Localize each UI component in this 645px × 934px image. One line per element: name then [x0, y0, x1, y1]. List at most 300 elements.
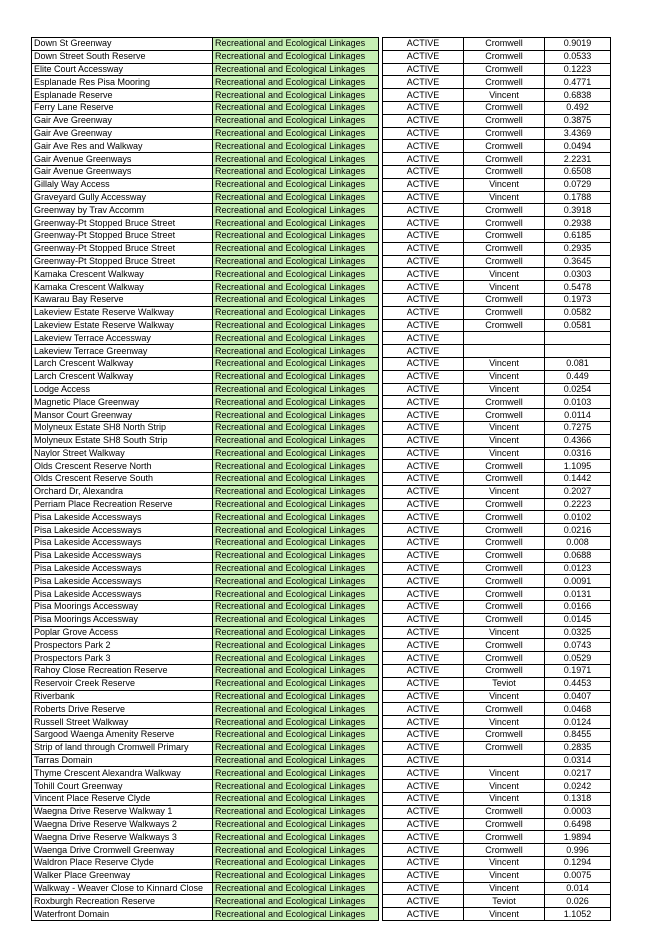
category-cell: Recreational and Ecological Linkages [213, 50, 379, 63]
area-cell: 0.2027 [545, 485, 611, 498]
table-row [32, 191, 611, 204]
category-cell: Recreational and Ecological Linkages [213, 89, 379, 102]
area-cell: 0.1971 [545, 665, 611, 678]
status-cell: ACTIVE [383, 217, 464, 230]
status-cell: ACTIVE [383, 383, 464, 396]
status-cell: ACTIVE [383, 306, 464, 319]
category-cell: Recreational and Ecological Linkages [213, 703, 379, 716]
area-cell: 0.0242 [545, 780, 611, 793]
reserve-name-cell: Lakeview Terrace Accessway [32, 332, 213, 345]
category-cell: Recreational and Ecological Linkages [213, 588, 379, 601]
reserve-name-cell: Kamaka Crescent Walkway [32, 281, 213, 294]
status-cell: ACTIVE [383, 50, 464, 63]
table-row [32, 63, 611, 76]
reserve-name-cell: Pisa Lakeside Accessways [32, 549, 213, 562]
reserve-name-cell: Elite Court Accessway [32, 63, 213, 76]
ward-cell: Vincent [464, 447, 545, 460]
table-row [32, 421, 611, 434]
ward-cell: Cromwell [464, 217, 545, 230]
area-cell: 0.0581 [545, 319, 611, 332]
status-cell: ACTIVE [383, 281, 464, 294]
ward-cell: Cromwell [464, 396, 545, 409]
reserve-name-cell: Gair Avenue Greenways [32, 153, 213, 166]
ward-cell: Cromwell [464, 153, 545, 166]
reserve-name-cell: Kawarau Bay Reserve [32, 293, 213, 306]
status-cell: ACTIVE [383, 575, 464, 588]
status-cell: ACTIVE [383, 421, 464, 434]
table-row [32, 793, 611, 806]
area-cell: 0.1973 [545, 293, 611, 306]
category-cell: Recreational and Ecological Linkages [213, 76, 379, 89]
status-cell: ACTIVE [383, 716, 464, 729]
ward-cell: Vincent [464, 434, 545, 447]
area-cell: 0.1442 [545, 473, 611, 486]
area-cell: 0.0494 [545, 140, 611, 153]
area-cell: 0.5478 [545, 281, 611, 294]
table-row [32, 588, 611, 601]
area-cell: 0.0103 [545, 396, 611, 409]
ward-cell: Vincent [464, 869, 545, 882]
area-cell: 0.0124 [545, 716, 611, 729]
ward-cell: Cromwell [464, 242, 545, 255]
area-cell: 0.081 [545, 357, 611, 370]
table-row [32, 537, 611, 550]
area-cell: 0.6498 [545, 818, 611, 831]
area-cell: 0.0091 [545, 575, 611, 588]
table-row [32, 639, 611, 652]
reserve-name-cell: Tarras Domain [32, 754, 213, 767]
area-cell: 0.026 [545, 895, 611, 908]
category-cell: Recreational and Ecological Linkages [213, 524, 379, 537]
table-row [32, 140, 611, 153]
status-cell: ACTIVE [383, 165, 464, 178]
ward-cell: Cromwell [464, 50, 545, 63]
category-cell: Recreational and Ecological Linkages [213, 793, 379, 806]
reserve-name-cell: Gair Avenue Greenways [32, 165, 213, 178]
table-row [32, 101, 611, 114]
area-cell: 0.1223 [545, 63, 611, 76]
table-row [32, 754, 611, 767]
table-row [32, 626, 611, 639]
table-body [32, 38, 611, 921]
ward-cell: Cromwell [464, 76, 545, 89]
category-cell: Recreational and Ecological Linkages [213, 677, 379, 690]
table-row [32, 396, 611, 409]
reserve-name-cell: Pisa Lakeside Accessways [32, 524, 213, 537]
ward-cell: Cromwell [464, 575, 545, 588]
reserve-name-cell: Waenga Drive Cromwell Greenway [32, 844, 213, 857]
category-cell: Recreational and Ecological Linkages [213, 242, 379, 255]
reserve-name-cell: Sargood Waenga Amenity Reserve [32, 729, 213, 742]
area-cell: 0.0075 [545, 869, 611, 882]
ward-cell: Vincent [464, 882, 545, 895]
area-cell: 0.0303 [545, 268, 611, 281]
table-row [32, 281, 611, 294]
area-cell: 0.4453 [545, 677, 611, 690]
reserve-name-cell: Pisa Lakeside Accessways [32, 511, 213, 524]
status-cell: ACTIVE [383, 805, 464, 818]
area-cell: 1.9894 [545, 831, 611, 844]
area-cell: 0.0468 [545, 703, 611, 716]
status-cell: ACTIVE [383, 370, 464, 383]
table-row [32, 409, 611, 422]
table-row [32, 50, 611, 63]
area-cell: 0.0166 [545, 601, 611, 614]
area-cell: 0.008 [545, 537, 611, 550]
reserve-name-cell: Pisa Moorings Accessway [32, 601, 213, 614]
status-cell: ACTIVE [383, 908, 464, 921]
reserve-name-cell: Olds Crescent Reserve North [32, 460, 213, 473]
ward-cell: Vincent [464, 178, 545, 191]
category-cell: Recreational and Ecological Linkages [213, 511, 379, 524]
status-cell: ACTIVE [383, 447, 464, 460]
status-cell: ACTIVE [383, 741, 464, 754]
status-cell: ACTIVE [383, 613, 464, 626]
category-cell: Recreational and Ecological Linkages [213, 63, 379, 76]
category-cell: Recreational and Ecological Linkages [213, 178, 379, 191]
category-cell: Recreational and Ecological Linkages [213, 857, 379, 870]
category-cell: Recreational and Ecological Linkages [213, 191, 379, 204]
category-cell: Recreational and Ecological Linkages [213, 652, 379, 665]
area-cell: 0.0131 [545, 588, 611, 601]
status-cell: ACTIVE [383, 844, 464, 857]
category-cell: Recreational and Ecological Linkages [213, 831, 379, 844]
category-cell: Recreational and Ecological Linkages [213, 473, 379, 486]
reserve-name-cell: Pisa Lakeside Accessways [32, 588, 213, 601]
area-cell: 2.2231 [545, 153, 611, 166]
reserve-name-cell: Lodge Access [32, 383, 213, 396]
status-cell: ACTIVE [383, 537, 464, 550]
area-cell: 0.0316 [545, 447, 611, 460]
area-cell: 0.996 [545, 844, 611, 857]
table-row [32, 805, 611, 818]
ward-cell: Vincent [464, 690, 545, 703]
ward-cell: Vincent [464, 357, 545, 370]
reserve-name-cell: Ferry Lane Reserve [32, 101, 213, 114]
category-cell: Recreational and Ecological Linkages [213, 805, 379, 818]
ward-cell: Cromwell [464, 652, 545, 665]
table-row [32, 831, 611, 844]
reserve-name-cell: Lakeview Terrace Greenway [32, 345, 213, 358]
table-row [32, 729, 611, 742]
area-cell: 0.3875 [545, 114, 611, 127]
status-cell: ACTIVE [383, 140, 464, 153]
status-cell: ACTIVE [383, 229, 464, 242]
status-cell: ACTIVE [383, 345, 464, 358]
category-cell: Recreational and Ecological Linkages [213, 639, 379, 652]
ward-cell: Vincent [464, 485, 545, 498]
area-cell: 0.014 [545, 882, 611, 895]
category-cell: Recreational and Ecological Linkages [213, 332, 379, 345]
ward-cell: Cromwell [464, 460, 545, 473]
area-cell: 0.0743 [545, 639, 611, 652]
table-row [32, 613, 611, 626]
reserve-name-cell: Molyneux Estate SH8 South Strip [32, 434, 213, 447]
area-cell: 0.2223 [545, 498, 611, 511]
status-cell: ACTIVE [383, 524, 464, 537]
area-cell: 0.6508 [545, 165, 611, 178]
table-row [32, 293, 611, 306]
category-cell: Recreational and Ecological Linkages [213, 101, 379, 114]
category-cell: Recreational and Ecological Linkages [213, 537, 379, 550]
area-cell: 0.492 [545, 101, 611, 114]
table-row [32, 562, 611, 575]
reserve-name-cell: Larch Crescent Walkway [32, 370, 213, 383]
status-cell: ACTIVE [383, 869, 464, 882]
reserve-name-cell: Graveyard Gully Accessway [32, 191, 213, 204]
status-cell: ACTIVE [383, 178, 464, 191]
category-cell: Recreational and Ecological Linkages [213, 434, 379, 447]
category-cell: Recreational and Ecological Linkages [213, 460, 379, 473]
area-cell [545, 345, 611, 358]
table-row [32, 882, 611, 895]
reserve-name-cell: Rahoy Close Recreation Reserve [32, 665, 213, 678]
status-cell: ACTIVE [383, 242, 464, 255]
ward-cell: Cromwell [464, 818, 545, 831]
status-cell: ACTIVE [383, 818, 464, 831]
ward-cell: Cromwell [464, 588, 545, 601]
reserve-name-cell: Gair Ave Res and Walkway [32, 140, 213, 153]
ward-cell [464, 345, 545, 358]
table-row [32, 332, 611, 345]
area-cell: 0.0314 [545, 754, 611, 767]
area-cell: 1.1052 [545, 908, 611, 921]
category-cell: Recreational and Ecological Linkages [213, 844, 379, 857]
ward-cell: Cromwell [464, 665, 545, 678]
ward-cell: Cromwell [464, 409, 545, 422]
ward-cell [464, 754, 545, 767]
table-row [32, 818, 611, 831]
area-cell: 0.1294 [545, 857, 611, 870]
ward-cell: Cromwell [464, 255, 545, 268]
reserve-name-cell: Greenway-Pt Stopped Bruce Street [32, 242, 213, 255]
ward-cell: Cromwell [464, 639, 545, 652]
table-row [32, 716, 611, 729]
reserve-name-cell: Perriam Place Recreation Reserve [32, 498, 213, 511]
table-row [32, 319, 611, 332]
reserve-name-cell: Pisa Moorings Accessway [32, 613, 213, 626]
ward-cell: Cromwell [464, 127, 545, 140]
reserve-name-cell: Lakeview Estate Reserve Walkway [32, 306, 213, 319]
status-cell: ACTIVE [383, 293, 464, 306]
reserve-name-cell: Waegna Drive Reserve Walkway 1 [32, 805, 213, 818]
category-cell: Recreational and Ecological Linkages [213, 217, 379, 230]
reserve-name-cell: Lakeview Estate Reserve Walkway [32, 319, 213, 332]
category-cell: Recreational and Ecological Linkages [213, 716, 379, 729]
category-cell: Recreational and Ecological Linkages [213, 741, 379, 754]
ward-cell: Cromwell [464, 511, 545, 524]
category-cell: Recreational and Ecological Linkages [213, 498, 379, 511]
status-cell: ACTIVE [383, 153, 464, 166]
category-cell: Recreational and Ecological Linkages [213, 562, 379, 575]
category-cell: Recreational and Ecological Linkages [213, 754, 379, 767]
area-cell: 0.449 [545, 370, 611, 383]
status-cell: ACTIVE [383, 89, 464, 102]
area-cell: 0.0325 [545, 626, 611, 639]
ward-cell: Cromwell [464, 741, 545, 754]
table-row [32, 511, 611, 524]
status-cell: ACTIVE [383, 332, 464, 345]
reserve-name-cell: Orchard Dr, Alexandra [32, 485, 213, 498]
reserve-name-cell: Tohill Court Greenway [32, 780, 213, 793]
ward-cell: Vincent [464, 191, 545, 204]
reserve-name-cell: Esplanade Reserve [32, 89, 213, 102]
category-cell: Recreational and Ecological Linkages [213, 869, 379, 882]
ward-cell: Cromwell [464, 498, 545, 511]
reserve-name-cell: Walkway - Weaver Close to Kinnard Close [32, 882, 213, 895]
reserve-name-cell: Naylor Street Walkway [32, 447, 213, 460]
status-cell: ACTIVE [383, 485, 464, 498]
reserve-name-cell: Prospectors Park 2 [32, 639, 213, 652]
area-cell: 0.8455 [545, 729, 611, 742]
status-cell: ACTIVE [383, 793, 464, 806]
reserve-name-cell: Gair Ave Greenway [32, 114, 213, 127]
area-cell: 0.2938 [545, 217, 611, 230]
area-cell: 0.0254 [545, 383, 611, 396]
ward-cell: Cromwell [464, 805, 545, 818]
area-cell: 0.0102 [545, 511, 611, 524]
table-row [32, 89, 611, 102]
ward-cell: Teviot [464, 895, 545, 908]
reserve-name-cell: Molyneux Estate SH8 North Strip [32, 421, 213, 434]
ward-cell: Vincent [464, 626, 545, 639]
status-cell: ACTIVE [383, 857, 464, 870]
reserve-name-cell: Greenway-Pt Stopped Bruce Street [32, 255, 213, 268]
ward-cell: Cromwell [464, 549, 545, 562]
ward-cell: Vincent [464, 383, 545, 396]
area-cell: 0.0114 [545, 409, 611, 422]
category-cell: Recreational and Ecological Linkages [213, 114, 379, 127]
table-row [32, 473, 611, 486]
area-cell: 3.4369 [545, 127, 611, 140]
reserve-name-cell: Poplar Grove Access [32, 626, 213, 639]
category-cell: Recreational and Ecological Linkages [213, 268, 379, 281]
status-cell: ACTIVE [383, 473, 464, 486]
table-row [32, 741, 611, 754]
reserve-name-cell: Gillaly Way Access [32, 178, 213, 191]
table-row [32, 242, 611, 255]
ward-cell: Cromwell [464, 844, 545, 857]
reserve-name-cell: Mansor Court Greenway [32, 409, 213, 422]
category-cell: Recreational and Ecological Linkages [213, 345, 379, 358]
reserve-name-cell: Roberts Drive Reserve [32, 703, 213, 716]
category-cell: Recreational and Ecological Linkages [213, 409, 379, 422]
reserve-name-cell: Vincent Place Reserve Clyde [32, 793, 213, 806]
area-cell: 0.0216 [545, 524, 611, 537]
ward-cell: Cromwell [464, 204, 545, 217]
reserve-name-cell: Prospectors Park 3 [32, 652, 213, 665]
category-cell: Recreational and Ecological Linkages [213, 229, 379, 242]
ward-cell: Vincent [464, 370, 545, 383]
status-cell: ACTIVE [383, 460, 464, 473]
status-cell: ACTIVE [383, 767, 464, 780]
category-cell: Recreational and Ecological Linkages [213, 818, 379, 831]
reserve-name-cell: Russell Street Walkway [32, 716, 213, 729]
status-cell: ACTIVE [383, 38, 464, 51]
area-cell: 0.1788 [545, 191, 611, 204]
table-row [32, 370, 611, 383]
ward-cell: Cromwell [464, 293, 545, 306]
table-row [32, 665, 611, 678]
category-cell: Recreational and Ecological Linkages [213, 665, 379, 678]
status-cell: ACTIVE [383, 895, 464, 908]
status-cell: ACTIVE [383, 319, 464, 332]
table-row [32, 703, 611, 716]
status-cell: ACTIVE [383, 703, 464, 716]
status-cell: ACTIVE [383, 76, 464, 89]
category-cell: Recreational and Ecological Linkages [213, 690, 379, 703]
table-row [32, 306, 611, 319]
ward-cell: Vincent [464, 281, 545, 294]
ward-cell: Cromwell [464, 562, 545, 575]
area-cell: 0.0145 [545, 613, 611, 626]
reserve-name-cell: Kamaka Crescent Walkway [32, 268, 213, 281]
area-cell: 0.0407 [545, 690, 611, 703]
ward-cell: Cromwell [464, 613, 545, 626]
status-cell: ACTIVE [383, 729, 464, 742]
status-cell: ACTIVE [383, 882, 464, 895]
reserve-name-cell: Roxburgh Recreation Reserve [32, 895, 213, 908]
category-cell: Recreational and Ecological Linkages [213, 780, 379, 793]
status-cell: ACTIVE [383, 626, 464, 639]
table-row [32, 498, 611, 511]
reserve-name-cell: Pisa Lakeside Accessways [32, 575, 213, 588]
reserve-name-cell: Strip of land through Cromwell Primary [32, 741, 213, 754]
status-cell: ACTIVE [383, 101, 464, 114]
ward-cell: Vincent [464, 716, 545, 729]
ward-cell [464, 332, 545, 345]
status-cell: ACTIVE [383, 255, 464, 268]
ward-cell: Vincent [464, 767, 545, 780]
reserve-name-cell: Thyme Crescent Alexandra Walkway [32, 767, 213, 780]
status-cell: ACTIVE [383, 114, 464, 127]
ward-cell: Cromwell [464, 473, 545, 486]
status-cell: ACTIVE [383, 639, 464, 652]
category-cell: Recreational and Ecological Linkages [213, 38, 379, 51]
table-row [32, 767, 611, 780]
reserve-name-cell: Pisa Lakeside Accessways [32, 537, 213, 550]
area-cell: 0.0003 [545, 805, 611, 818]
reserve-name-cell: Greenway by Trav Accomm [32, 204, 213, 217]
area-cell: 1.1095 [545, 460, 611, 473]
ward-cell: Cromwell [464, 101, 545, 114]
table-row [32, 229, 611, 242]
area-cell: 0.6185 [545, 229, 611, 242]
reserve-name-cell: Larch Crescent Walkway [32, 357, 213, 370]
ward-cell: Teviot [464, 677, 545, 690]
status-cell: ACTIVE [383, 665, 464, 678]
table-row [32, 268, 611, 281]
status-cell: ACTIVE [383, 409, 464, 422]
area-cell: 0.1318 [545, 793, 611, 806]
ward-cell: Cromwell [464, 601, 545, 614]
area-cell: 0.4771 [545, 76, 611, 89]
ward-cell: Cromwell [464, 306, 545, 319]
status-cell: ACTIVE [383, 357, 464, 370]
table-row [32, 601, 611, 614]
area-cell: 0.0123 [545, 562, 611, 575]
status-cell: ACTIVE [383, 652, 464, 665]
category-cell: Recreational and Ecological Linkages [213, 549, 379, 562]
ward-cell: Cromwell [464, 524, 545, 537]
table-row [32, 780, 611, 793]
status-cell: ACTIVE [383, 831, 464, 844]
area-cell: 0.0529 [545, 652, 611, 665]
area-cell: 0.6838 [545, 89, 611, 102]
reserve-name-cell: Reservoir Creek Reserve [32, 677, 213, 690]
table-row [32, 575, 611, 588]
category-cell: Recreational and Ecological Linkages [213, 601, 379, 614]
